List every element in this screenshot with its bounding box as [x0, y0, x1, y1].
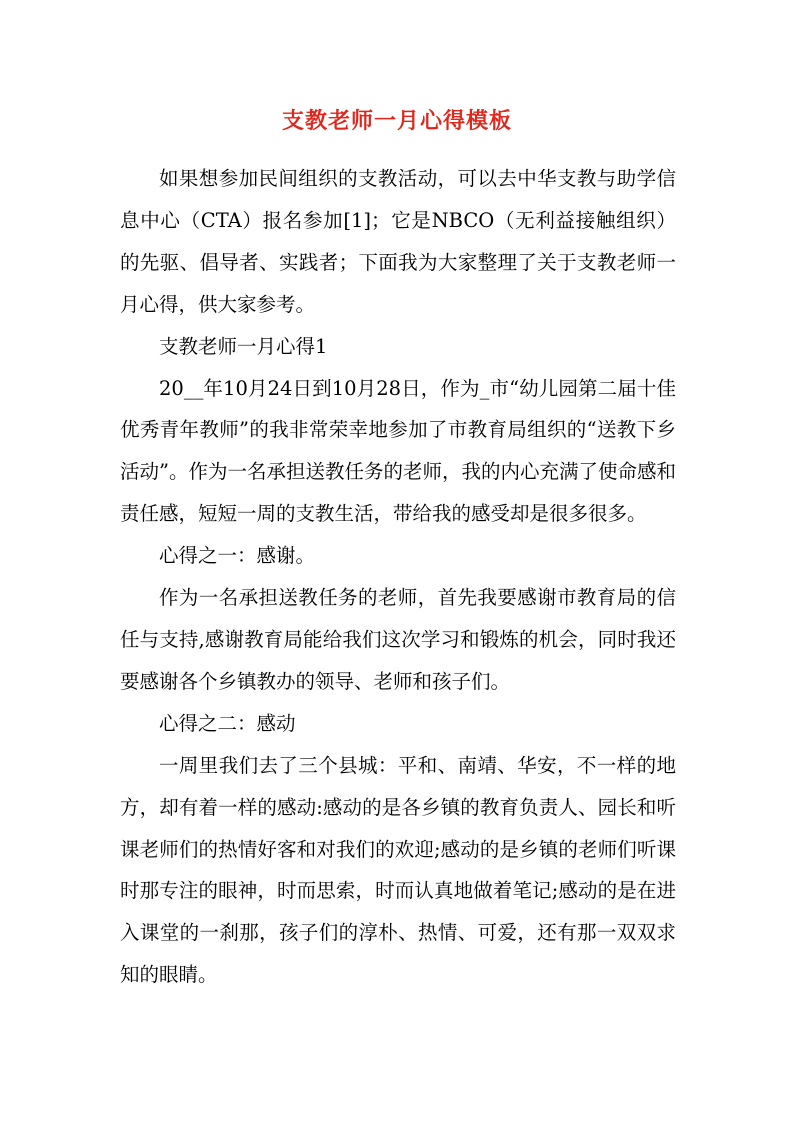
- section-heading-thanks: 心得之一：感谢。: [159, 544, 316, 568]
- paragraph-activity: 20__年10月24日到10月28日，作为_市“幼儿园第二届十佳优秀青年教师”的我非常荣幸地参加了市教育局组织的“送教下乡活动”。作为一名承担送教任务的老师，我的内心充满了使命感和责任感，短短一周的支教生活，带给我的感受却是很多很多。: [120, 376, 676, 526]
- section-heading-moved: 心得之二：感动: [159, 711, 296, 735]
- paragraph-moved: 一周里我们去了三个县城：平和、南靖、华安，不一样的地方，却有着一样的感动:感动的是各乡镇的教育负责人、园长和听课老师们的热情好客和对我们的欢迎;感动的是乡镇的老师们听课时那专注的眼神，时而思索，时而认真地做着笔记;感动的是在进入课堂的一刹那，孩子们的淳朴、热情、可爱，还有那一双双求知的眼睛。: [120, 753, 676, 987]
- paragraph-thanks: 作为一名承担送教任务的老师，首先我要感谢市教育局的信任与支持,感谢教育局能给我们这次学习和锻炼的机会，同时我还要感谢各个乡镇教办的领导、老师和孩子们。: [120, 586, 676, 693]
- document-title: 支教老师一月心得模板: [281, 108, 512, 134]
- paragraph-intro: 如果想参加民间组织的支教活动，可以去中华支教与助学信息中心（CTA）报名参加[1]；它是NBCO（无利益接触组织）的先驱、倡导者、实践者；下面我为大家整理了关于支教老师一月心得，供大家参考。: [120, 167, 676, 316]
- document-body: [120, 158, 676, 996]
- section-heading-1: 支教老师一月心得1: [159, 334, 328, 358]
